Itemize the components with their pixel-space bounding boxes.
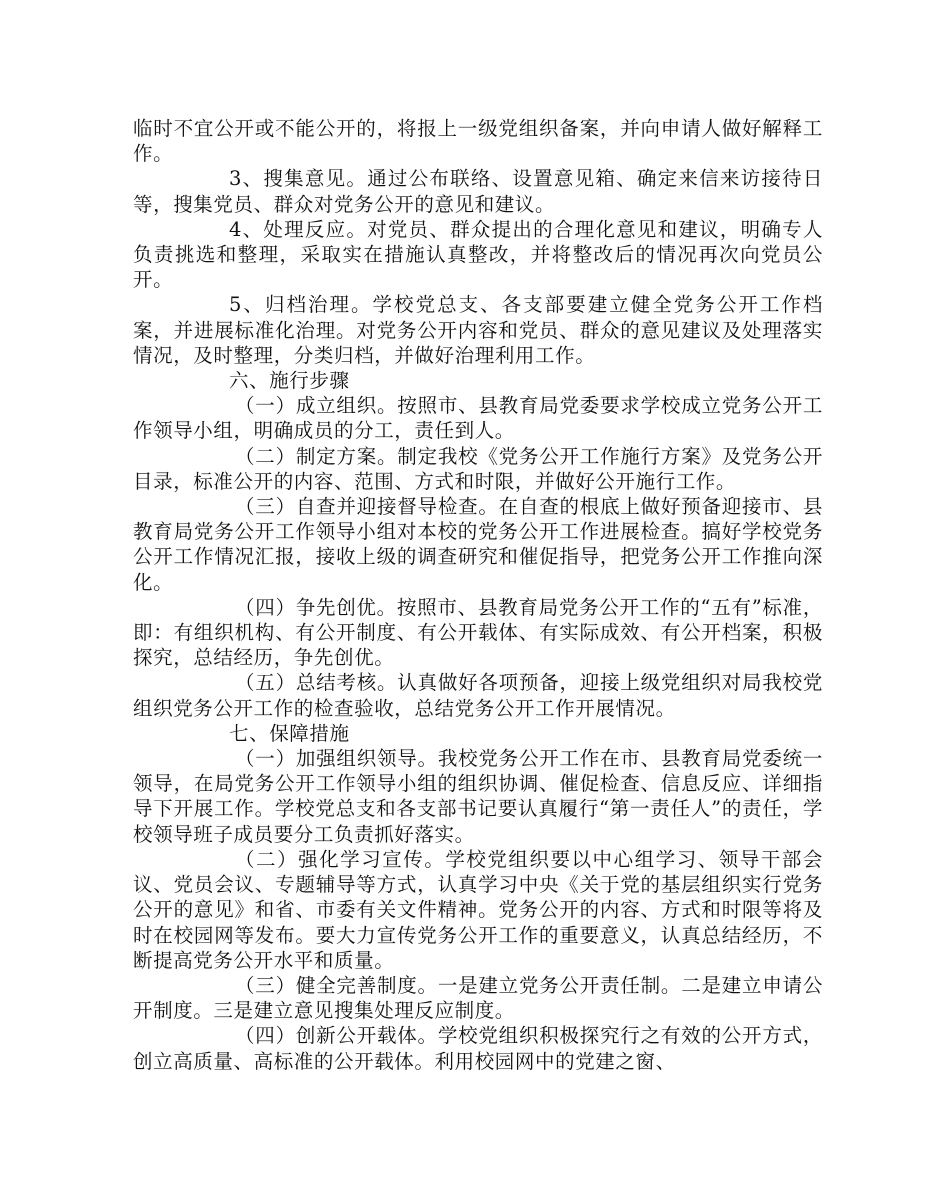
paragraph-step-5: （五）总结考核。认真做好各项预备，迎接上级党组织对局我校党组织党务公开工作的检查验收，总结党务公开工作开展情况。 <box>133 671 823 720</box>
section-heading-safeguards: 七、保障措施 <box>229 721 350 745</box>
paragraph-step-4: （四）争先创优。按照市、县教育局党务公开工作的“五有”标准，即：有组织机构、有公开制度、有公开载体、有实际成效、有公开档案，积极探究，总结经历，争先创优。 <box>133 595 823 670</box>
section-heading-implementation-steps: 六、施行步骤 <box>229 369 350 393</box>
paragraph-measure-2: （二）强化学习宣传。学校党组织要以中心组学习、领导干部会议、党员会议、专题辅导等方式，认真学习中央《关于党的基层组织实行党务公开的意见》和省、市委有关文件精神。党务公开的内容、方式和时限等将及时在校园网等发布。要大力宣传党务公开工作的重要意义，认真总结经历，不断提高党务公开水平和质量。 <box>133 847 823 972</box>
paragraph-measure-4: （四）创新公开载体。学校党组织积极探究行之有效的公开方式，创立高质量、高标准的公开载体。利用校园网中的党建之窗、 <box>133 1024 823 1073</box>
paragraph-step-3: （三）自查并迎接督导检查。在自查的根底上做好预备迎接市、县教育局党务公开工作领导小组对本校的党务公开工作进展检查。搞好学校党务公开工作情况汇报，接收上级的调查研究和催促指导，把党务公开工作推向深化。 <box>133 495 823 594</box>
paragraph-handle-feedback: 4、处理反应。对党员、群众提出的合理化意见和建议，明确专人负责挑选和整理，采取实在措施认真整改，并将整改后的情况再次向党员公开。 <box>133 217 823 292</box>
paragraph-measure-3: （三）健全完善制度。一是建立党务公开责任制。二是建立申请公开制度。三是建立意见搜集处理反应制度。 <box>133 973 823 1023</box>
paragraph-step-1: （一）成立组织。按照市、县教育局党委要求学校成立党务公开工作领导小组，明确成员的分工，责任到人。 <box>133 394 823 443</box>
paragraph-step-2: （二）制定方案。制定我校《党务公开工作施行方案》及党务公开目录，标准公开的内容、范围、方式和时限，并做好公开施行工作。 <box>133 444 823 493</box>
paragraph-collect-opinions: 3、搜集意见。通过公布联络、设置意见箱、确定来信来访接待日等，搜集党员、群众对党务公开的意见和建议。 <box>133 167 823 216</box>
paragraph-measure-1: （一）加强组织领导。我校党务公开工作在市、县教育局党委统一领导，在局党务公开工作领导小组的组织协调、催促检查、信息反应、详细指导下开展工作。学校党总支和各支部书记要认真履行“第一责任人”的责任，学校领导班子成员要分工负责抓好落实。 <box>133 747 823 846</box>
paragraph-continuation: 临时不宜公开或不能公开的，将报上一级党组织备案，并向申请人做好解释工作。 <box>133 117 823 166</box>
document-page <box>133 116 823 1074</box>
paragraph-archive-management: 5、归档治理。学校党总支、各支部要建立健全党务公开工作档案，并进展标准化治理。对党务公开内容和党员、群众的意见建议及处理落实情况，及时整理，分类归档，并做好治理利用工作。 <box>133 293 823 367</box>
